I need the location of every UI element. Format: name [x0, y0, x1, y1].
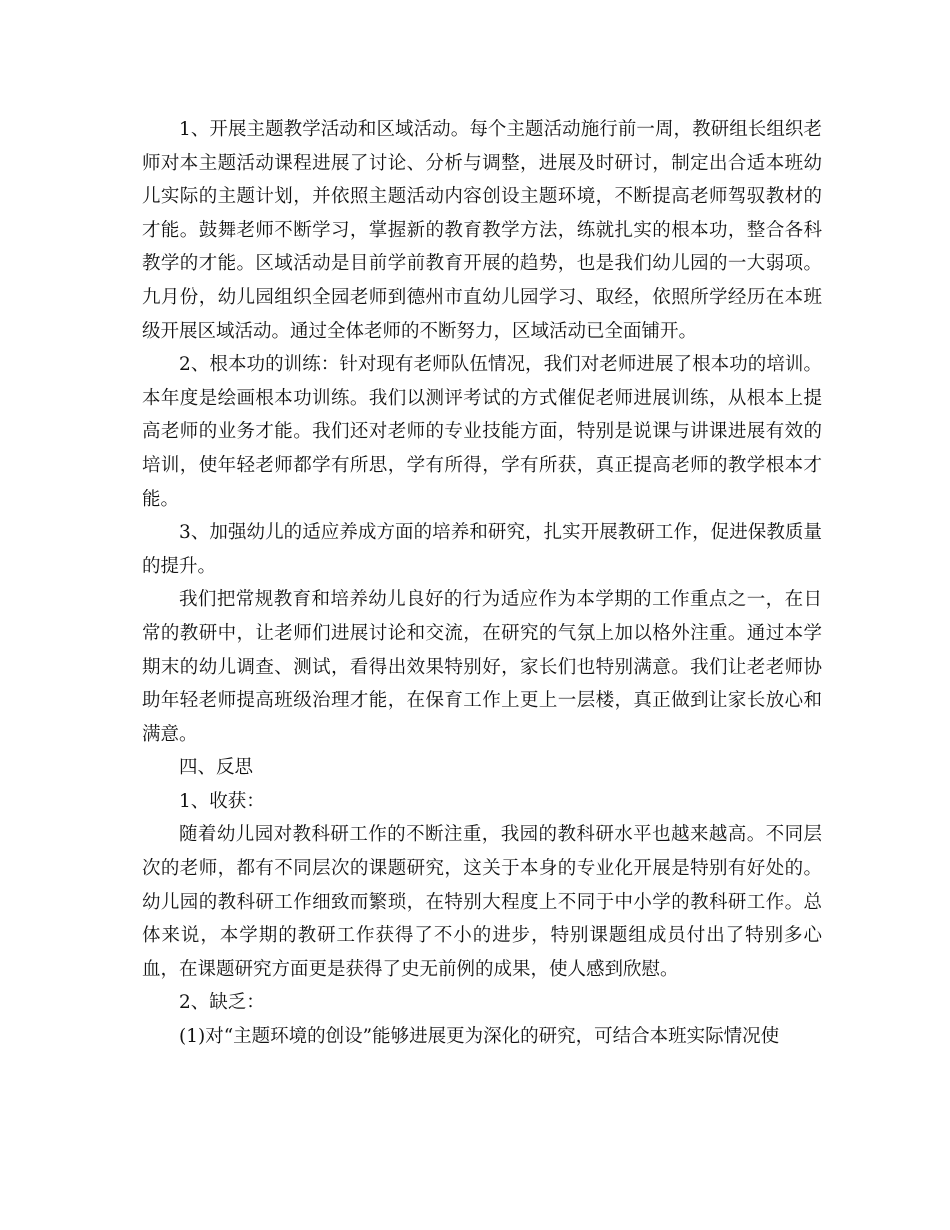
section-heading-reflection: 四、反思 [179, 757, 254, 779]
paragraph-habits: 3、加强幼儿的适应养成方面的培养和研究，扎实开展教研工作，促进保教质量的提升。 [142, 522, 822, 577]
paragraph-routine-education: 我们把常规教育和培养幼儿良好的行为适应作为本学期的工作重点之一，在日常的教研中，让老师们进展讨论和交流，在研究的气氛上加以格外注重。通过本学期末的幼儿调查、测试，看得出效果特别好，家长们也特别满意。我们让老老师协助年轻老师提高班级治理才能，在保育工作上更上一层楼，真正做到让家长放心和满意。 [142, 589, 822, 745]
paragraph-activities: 1、开展主题教学活动和区域活动。每个主题活动施行前一周，教研组长组织老师对本主题活动课程进展了讨论、分析与调整，进展及时研讨，制定出合适本班幼儿实际的主题计划，并依照主题活动内容创设主题环境，不断提高老师驾驭教材的才能。鼓舞老师不断学习，掌握新的教育教学方法，练就扎实的根本功，整合各科教学的才能。区域活动是目前学前教育开展的趋势，也是我们幼儿园的一大弱项。九月份，幼儿园组织全园老师到德州市直幼儿园学习、取经，依照所学经历在本班级开展区域活动。通过全体老师的不断努力，区域活动已全面铺开。 [142, 119, 822, 342]
paragraph-basic-skills: 2、根本功的训练：针对现有老师队伍情况，我们对老师进展了根本功的培训。本年度是绘画根本功训练。我们以测评考试的方式催促老师进展训练，从根本上提高老师的业务才能。我们还对老师的专业技能方面，特别是说课与讲课进展有效的培训，使年轻老师都学有所思，学有所得，学有所获，真正提高老师的教学根本才能。 [142, 354, 822, 510]
paragraph-shortcoming-1: (1)对“主题环境的创设”能够进展更为深化的研究，可结合本班实际情况使 [179, 1026, 780, 1048]
paragraph-gains: 随着幼儿园对教科研工作的不断注重，我园的教科研水平也越来越高。不同层次的老师，都有不同层次的课题研究，这关于本身的专业化开展是特别有好处的。幼儿园的教科研工作细致而繁琐，在特别大程度上不同于中小学的教科研工作。总体来说，本学期的教研工作获得了不小的进步，特别课题组成员付出了特别多心血，在课题研究方面更是获得了史无前例的成果，使人感到欣慰。 [142, 824, 822, 980]
subheading-shortcomings: 2、缺乏： [179, 992, 265, 1014]
subheading-gains: 1、收获： [179, 790, 265, 812]
document-body [142, 113, 822, 1054]
